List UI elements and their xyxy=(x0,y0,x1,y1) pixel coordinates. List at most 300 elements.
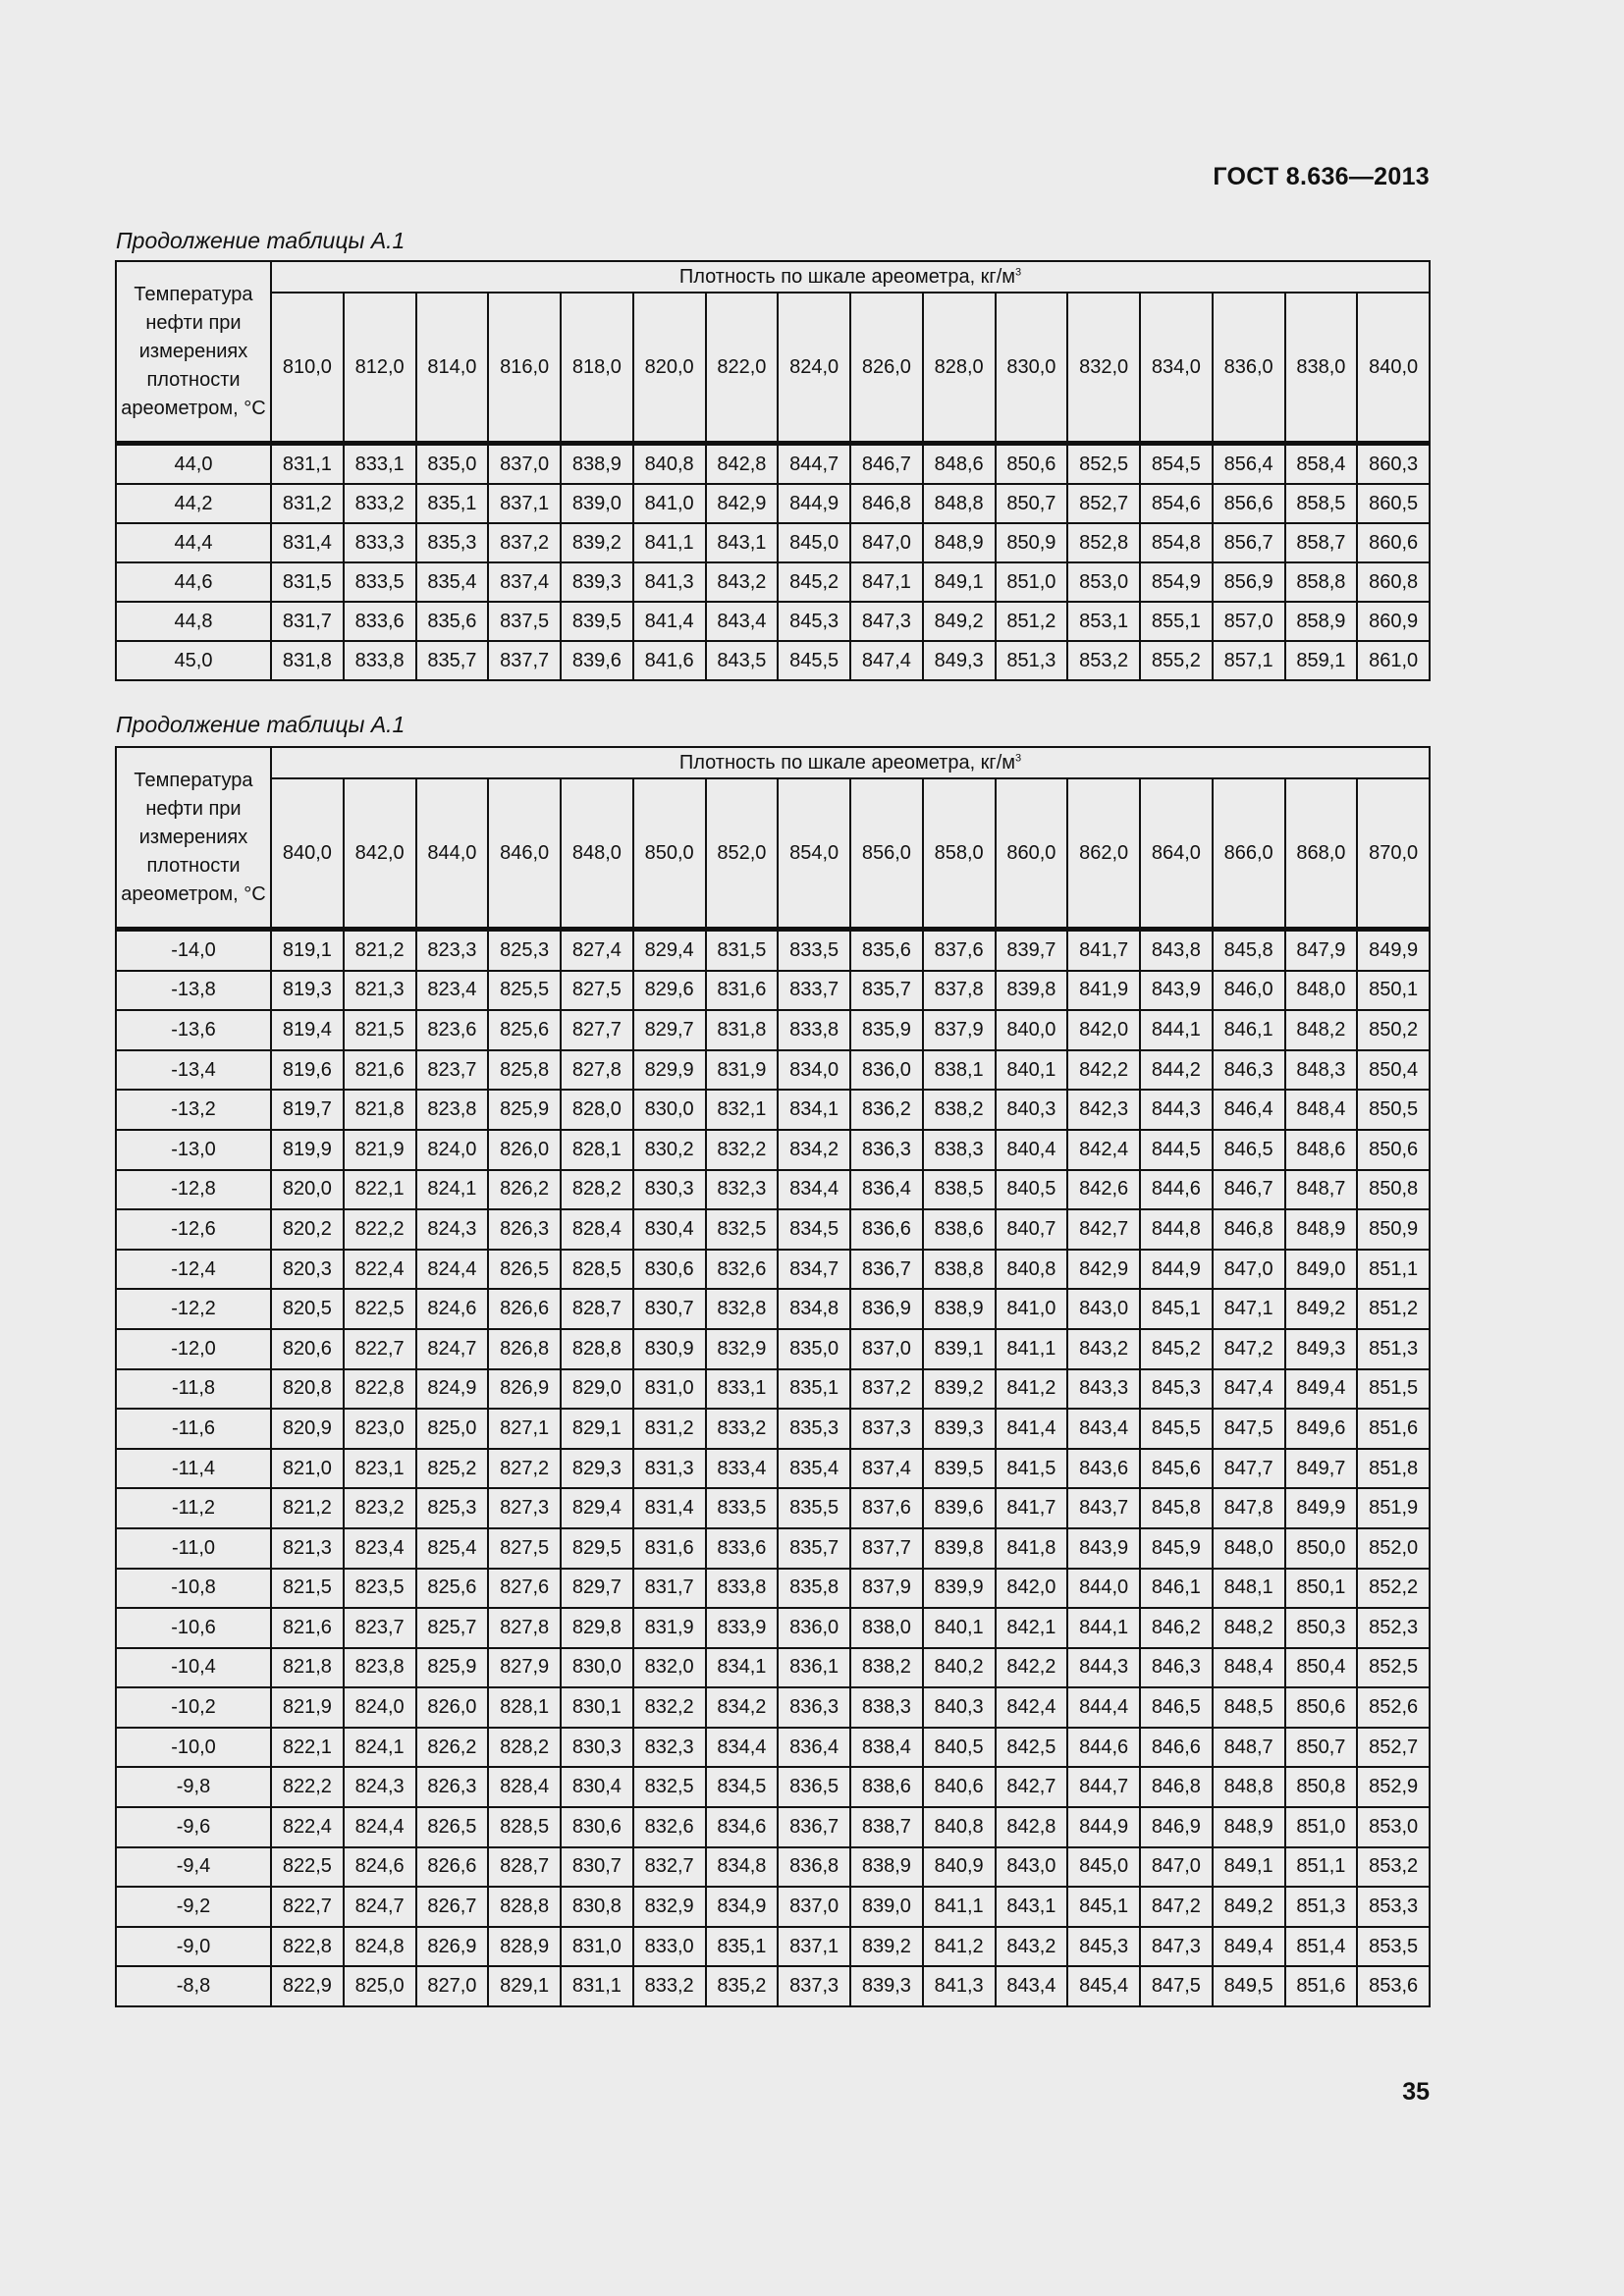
table-row xyxy=(116,1767,1430,1807)
density-cell: 829,9 xyxy=(633,1050,706,1091)
density-cell: 860,6 xyxy=(1357,523,1430,562)
temperature-cell: -10,8 xyxy=(116,1569,271,1609)
table-row xyxy=(116,1807,1430,1847)
density-cell: 836,3 xyxy=(850,1130,923,1170)
density-cell: 832,9 xyxy=(706,1329,779,1369)
table-row xyxy=(116,1289,1430,1329)
density-cell: 850,9 xyxy=(996,523,1068,562)
density-cell: 837,9 xyxy=(923,1010,996,1050)
density-cell: 833,6 xyxy=(344,602,416,641)
density-cell: 848,4 xyxy=(1213,1648,1285,1688)
density-column-header: 812,0 xyxy=(344,293,416,444)
density-cell: 831,7 xyxy=(633,1569,706,1609)
density-cell: 840,5 xyxy=(923,1728,996,1768)
density-cell: 832,3 xyxy=(706,1170,779,1210)
density-cell: 835,5 xyxy=(778,1488,850,1528)
density-cell: 820,6 xyxy=(271,1329,344,1369)
density-cell: 858,7 xyxy=(1285,523,1358,562)
temperature-cell: -9,6 xyxy=(116,1807,271,1847)
density-cell: 839,0 xyxy=(850,1887,923,1927)
density-cell: 825,2 xyxy=(416,1449,489,1489)
density-column-header: 844,0 xyxy=(416,778,489,930)
density-cell: 827,3 xyxy=(488,1488,561,1528)
density-cell: 836,4 xyxy=(850,1170,923,1210)
density-cell: 825,3 xyxy=(416,1488,489,1528)
density-cell: 831,3 xyxy=(633,1449,706,1489)
density-cell: 825,8 xyxy=(488,1050,561,1091)
density-cell: 850,5 xyxy=(1357,1090,1430,1130)
density-cell: 825,0 xyxy=(344,1966,416,2006)
density-cell: 841,7 xyxy=(1067,930,1140,971)
density-cell: 849,5 xyxy=(1213,1966,1285,2006)
density-cell: 848,7 xyxy=(1213,1728,1285,1768)
temperature-cell: -8,8 xyxy=(116,1966,271,2006)
density-cell: 845,1 xyxy=(1067,1887,1140,1927)
density-cell: 834,9 xyxy=(706,1887,779,1927)
density-cell: 847,1 xyxy=(850,562,923,602)
density-cell: 835,7 xyxy=(850,971,923,1011)
density-cell: 824,1 xyxy=(344,1728,416,1768)
temperature-cell: -11,0 xyxy=(116,1528,271,1569)
density-cell: 826,6 xyxy=(416,1847,489,1888)
table-header xyxy=(116,261,1430,444)
density-cell: 836,0 xyxy=(778,1608,850,1648)
density-cell: 827,1 xyxy=(488,1409,561,1449)
density-cell: 842,2 xyxy=(996,1648,1068,1688)
density-cell: 841,1 xyxy=(996,1329,1068,1369)
density-cell: 838,5 xyxy=(923,1170,996,1210)
density-cell: 823,4 xyxy=(416,971,489,1011)
density-cell: 842,3 xyxy=(1067,1090,1140,1130)
density-cell: 846,8 xyxy=(1140,1767,1213,1807)
density-cell: 845,3 xyxy=(778,602,850,641)
density-cell: 854,5 xyxy=(1140,444,1213,485)
temperature-cell: -12,8 xyxy=(116,1170,271,1210)
density-cell: 853,2 xyxy=(1357,1847,1430,1888)
density-cell: 848,1 xyxy=(1213,1569,1285,1609)
density-cell: 836,0 xyxy=(850,1050,923,1091)
density-cell: 835,6 xyxy=(850,930,923,971)
density-cell: 824,4 xyxy=(416,1250,489,1290)
temperature-cell: 44,8 xyxy=(116,602,271,641)
table-row xyxy=(116,1608,1430,1648)
density-cell: 845,3 xyxy=(1067,1927,1140,1967)
density-cell: 840,2 xyxy=(923,1648,996,1688)
density-cell: 838,8 xyxy=(923,1250,996,1290)
density-cell: 843,3 xyxy=(1067,1369,1140,1410)
density-cell: 840,8 xyxy=(633,444,706,485)
temperature-cell: -9,0 xyxy=(116,1927,271,1967)
density-cell: 822,4 xyxy=(344,1250,416,1290)
temperature-column-header: Температура нефти при измерениях плотности ареометром, °С xyxy=(116,261,271,444)
density-cell: 841,1 xyxy=(633,523,706,562)
density-cell: 829,1 xyxy=(488,1966,561,2006)
density-cell: 853,3 xyxy=(1357,1887,1430,1927)
density-cell: 836,6 xyxy=(850,1209,923,1250)
density-cell: 851,3 xyxy=(996,641,1068,680)
density-cell: 852,9 xyxy=(1357,1767,1430,1807)
density-cell: 850,1 xyxy=(1285,1569,1358,1609)
density-cell: 830,4 xyxy=(561,1767,633,1807)
density-cell: 823,7 xyxy=(416,1050,489,1091)
density-cell: 850,6 xyxy=(996,444,1068,485)
density-cell: 834,1 xyxy=(706,1648,779,1688)
density-cell: 840,8 xyxy=(923,1807,996,1847)
density-cell: 827,8 xyxy=(488,1608,561,1648)
density-cell: 839,3 xyxy=(850,1966,923,2006)
density-cell: 848,8 xyxy=(923,484,996,523)
density-cell: 860,8 xyxy=(1357,562,1430,602)
density-cell: 858,8 xyxy=(1285,562,1358,602)
density-cell: 836,3 xyxy=(778,1687,850,1728)
density-cell: 840,1 xyxy=(923,1608,996,1648)
density-cell: 821,5 xyxy=(344,1010,416,1050)
density-cell: 829,5 xyxy=(561,1528,633,1569)
density-cell: 833,7 xyxy=(778,971,850,1011)
table-row xyxy=(116,1687,1430,1728)
density-cell: 820,2 xyxy=(271,1209,344,1250)
density-cell: 821,6 xyxy=(344,1050,416,1091)
temperature-cell: -12,6 xyxy=(116,1209,271,1250)
density-cell: 828,7 xyxy=(561,1289,633,1329)
density-cell: 824,8 xyxy=(344,1927,416,1967)
density-cell: 825,6 xyxy=(488,1010,561,1050)
density-cell: 835,4 xyxy=(416,562,489,602)
density-cell: 847,8 xyxy=(1213,1488,1285,1528)
density-cell: 849,4 xyxy=(1213,1927,1285,1967)
density-column-header: 816,0 xyxy=(488,293,561,444)
density-column-header: 832,0 xyxy=(1067,293,1140,444)
density-cell: 819,4 xyxy=(271,1010,344,1050)
density-cell: 821,9 xyxy=(271,1687,344,1728)
density-cell: 821,3 xyxy=(271,1528,344,1569)
density-cell: 843,0 xyxy=(996,1847,1068,1888)
density-cell: 846,9 xyxy=(1140,1807,1213,1847)
density-cell: 834,2 xyxy=(778,1130,850,1170)
density-column-header: 834,0 xyxy=(1140,293,1213,444)
density-cell: 833,2 xyxy=(344,484,416,523)
density-cell: 839,5 xyxy=(561,602,633,641)
density-column-header: 866,0 xyxy=(1213,778,1285,930)
density-cell: 820,3 xyxy=(271,1250,344,1290)
table-row xyxy=(116,1209,1430,1250)
temperature-cell: -12,2 xyxy=(116,1289,271,1329)
density-cell: 829,7 xyxy=(561,1569,633,1609)
density-cell: 836,8 xyxy=(778,1847,850,1888)
density-cell: 846,4 xyxy=(1213,1090,1285,1130)
density-cell: 843,1 xyxy=(996,1887,1068,1927)
density-cell: 823,8 xyxy=(416,1090,489,1130)
density-cell: 853,5 xyxy=(1357,1927,1430,1967)
density-cell: 832,6 xyxy=(633,1807,706,1847)
density-cell: 835,2 xyxy=(706,1966,779,2006)
density-cell: 834,2 xyxy=(706,1687,779,1728)
density-cell: 839,1 xyxy=(923,1329,996,1369)
density-cell: 843,6 xyxy=(1067,1449,1140,1489)
density-cell: 833,1 xyxy=(344,444,416,485)
density-cell: 826,0 xyxy=(488,1130,561,1170)
density-cell: 844,6 xyxy=(1067,1728,1140,1768)
density-cell: 843,4 xyxy=(996,1966,1068,2006)
density-cell: 825,5 xyxy=(488,971,561,1011)
table-row xyxy=(116,444,1430,485)
density-column-header: 822,0 xyxy=(706,293,779,444)
density-cell: 848,0 xyxy=(1285,971,1358,1011)
density-cell: 849,6 xyxy=(1285,1409,1358,1449)
density-column-header: 852,0 xyxy=(706,778,779,930)
density-cell: 837,0 xyxy=(488,444,561,485)
density-cell: 848,9 xyxy=(923,523,996,562)
density-cell: 848,2 xyxy=(1285,1010,1358,1050)
density-cell: 835,8 xyxy=(778,1569,850,1609)
density-cell: 825,6 xyxy=(416,1569,489,1609)
density-cell: 852,7 xyxy=(1067,484,1140,523)
temperature-cell: 44,2 xyxy=(116,484,271,523)
density-cell: 846,3 xyxy=(1213,1050,1285,1091)
density-cell: 824,0 xyxy=(344,1687,416,1728)
density-cell: 853,1 xyxy=(1067,602,1140,641)
density-cell: 849,9 xyxy=(1285,1488,1358,1528)
density-cell: 850,4 xyxy=(1357,1050,1430,1091)
density-cell: 847,5 xyxy=(1140,1966,1213,2006)
density-cell: 832,9 xyxy=(633,1887,706,1927)
density-cell: 831,4 xyxy=(271,523,344,562)
density-cell: 821,0 xyxy=(271,1449,344,1489)
density-cell: 844,6 xyxy=(1140,1170,1213,1210)
density-cell: 824,9 xyxy=(416,1369,489,1410)
density-cell: 854,6 xyxy=(1140,484,1213,523)
density-cell: 847,2 xyxy=(1140,1887,1213,1927)
density-cell: 850,0 xyxy=(1285,1528,1358,1569)
density-values-row xyxy=(116,778,1430,930)
density-cell: 841,4 xyxy=(633,602,706,641)
density-column-header: 818,0 xyxy=(561,293,633,444)
density-cell: 834,7 xyxy=(778,1250,850,1290)
density-cell: 839,3 xyxy=(923,1409,996,1449)
density-cell: 821,6 xyxy=(271,1608,344,1648)
density-cell: 841,8 xyxy=(996,1528,1068,1569)
density-cell: 850,1 xyxy=(1357,971,1430,1011)
table-caption: Продолжение таблицы А.1 xyxy=(116,712,406,737)
density-cell: 850,6 xyxy=(1285,1687,1358,1728)
density-cell: 831,5 xyxy=(271,562,344,602)
density-cell: 845,4 xyxy=(1067,1966,1140,2006)
density-cell: 849,1 xyxy=(1213,1847,1285,1888)
density-cell: 822,8 xyxy=(271,1927,344,1967)
density-cell: 839,3 xyxy=(561,562,633,602)
temperature-cell: -10,2 xyxy=(116,1687,271,1728)
table-caption: Продолжение таблицы А.1 xyxy=(116,228,406,253)
density-cell: 835,0 xyxy=(778,1329,850,1369)
density-cell: 848,6 xyxy=(1285,1130,1358,1170)
density-cell: 835,3 xyxy=(416,523,489,562)
density-cell: 850,7 xyxy=(996,484,1068,523)
density-cell: 826,9 xyxy=(488,1369,561,1410)
density-cell: 828,0 xyxy=(561,1090,633,1130)
density-cell: 847,4 xyxy=(1213,1369,1285,1410)
density-column-header: 860,0 xyxy=(996,778,1068,930)
density-cell: 832,2 xyxy=(633,1687,706,1728)
density-cell: 837,2 xyxy=(488,523,561,562)
temperature-cell: -11,4 xyxy=(116,1449,271,1489)
density-column-header: 870,0 xyxy=(1357,778,1430,930)
density-cell: 829,4 xyxy=(633,930,706,971)
density-cell: 822,1 xyxy=(344,1170,416,1210)
density-cell: 841,5 xyxy=(996,1449,1068,1489)
table-row xyxy=(116,1728,1430,1768)
temperature-cell: -12,0 xyxy=(116,1329,271,1369)
density-cell: 844,2 xyxy=(1140,1050,1213,1091)
density-cell: 831,4 xyxy=(633,1488,706,1528)
density-cell: 839,5 xyxy=(923,1449,996,1489)
density-cell: 847,9 xyxy=(1285,930,1358,971)
density-cell: 823,0 xyxy=(344,1409,416,1449)
density-cell: 842,6 xyxy=(1067,1170,1140,1210)
density-cell: 828,8 xyxy=(488,1887,561,1927)
density-cell: 850,7 xyxy=(1285,1728,1358,1768)
density-cell: 860,5 xyxy=(1357,484,1430,523)
density-cell: 831,6 xyxy=(633,1528,706,1569)
density-cell: 856,7 xyxy=(1213,523,1285,562)
density-cell: 852,8 xyxy=(1067,523,1140,562)
density-cell: 849,0 xyxy=(1285,1250,1358,1290)
density-cell: 856,9 xyxy=(1213,562,1285,602)
density-cell: 842,7 xyxy=(996,1767,1068,1807)
density-cell: 850,2 xyxy=(1357,1010,1430,1050)
density-cell: 832,5 xyxy=(706,1209,779,1250)
density-cell: 834,8 xyxy=(778,1289,850,1329)
density-cell: 831,9 xyxy=(706,1050,779,1091)
density-cell: 856,4 xyxy=(1213,444,1285,485)
density-cell: 830,2 xyxy=(633,1130,706,1170)
density-cell: 819,9 xyxy=(271,1130,344,1170)
density-column-header: 846,0 xyxy=(488,778,561,930)
table-row xyxy=(116,1927,1430,1967)
density-cell: 822,9 xyxy=(271,1966,344,2006)
temperature-column-header: Температура нефти при измерениях плотности ареометром, °С xyxy=(116,747,271,930)
density-cell: 826,2 xyxy=(416,1728,489,1768)
density-column-header: 836,0 xyxy=(1213,293,1285,444)
density-cell: 832,0 xyxy=(633,1648,706,1688)
density-header-text: Плотность по шкале ареометра, кг/м xyxy=(678,265,1016,288)
temperature-cell: -11,2 xyxy=(116,1488,271,1528)
density-cell: 837,8 xyxy=(923,971,996,1011)
density-cell: 827,8 xyxy=(561,1050,633,1091)
density-cell: 824,1 xyxy=(416,1170,489,1210)
density-cell: 839,0 xyxy=(561,484,633,523)
density-cell: 833,3 xyxy=(344,523,416,562)
density-cell: 831,0 xyxy=(633,1369,706,1410)
density-cell: 828,2 xyxy=(488,1728,561,1768)
density-cell: 838,3 xyxy=(923,1130,996,1170)
density-cell: 849,2 xyxy=(1285,1289,1358,1329)
density-cell: 842,0 xyxy=(1067,1010,1140,1050)
density-cell: 838,9 xyxy=(923,1289,996,1329)
density-cell: 848,4 xyxy=(1285,1090,1358,1130)
table-row xyxy=(116,1847,1430,1888)
density-cell: 823,7 xyxy=(344,1608,416,1648)
density-cell: 829,3 xyxy=(561,1449,633,1489)
density-cell: 841,3 xyxy=(633,562,706,602)
density-cell: 821,2 xyxy=(271,1488,344,1528)
density-cell: 830,3 xyxy=(561,1728,633,1768)
density-cell: 823,8 xyxy=(344,1648,416,1688)
density-cell: 840,0 xyxy=(996,1010,1068,1050)
table-row xyxy=(116,1449,1430,1489)
density-cell: 827,9 xyxy=(488,1648,561,1688)
density-cell: 841,6 xyxy=(633,641,706,680)
density-cell: 828,1 xyxy=(561,1130,633,1170)
density-cell: 838,9 xyxy=(561,444,633,485)
density-cell: 851,1 xyxy=(1357,1250,1430,1290)
density-cell: 843,8 xyxy=(1140,930,1213,971)
temperature-cell: -9,4 xyxy=(116,1847,271,1888)
density-cell: 838,6 xyxy=(923,1209,996,1250)
density-cell: 848,5 xyxy=(1213,1687,1285,1728)
density-cell: 831,1 xyxy=(271,444,344,485)
density-cell: 839,8 xyxy=(923,1528,996,1569)
density-cell: 829,8 xyxy=(561,1608,633,1648)
density-cell: 823,1 xyxy=(344,1449,416,1489)
table-row xyxy=(116,602,1430,641)
density-column-group-header xyxy=(271,747,1430,778)
density-cell: 831,2 xyxy=(633,1409,706,1449)
density-cell: 826,0 xyxy=(416,1687,489,1728)
density-cell: 842,4 xyxy=(996,1687,1068,1728)
density-cell: 831,7 xyxy=(271,602,344,641)
density-cell: 838,2 xyxy=(850,1648,923,1688)
density-cell: 851,6 xyxy=(1357,1409,1430,1449)
density-cell: 847,0 xyxy=(850,523,923,562)
density-cell: 846,0 xyxy=(1213,971,1285,1011)
density-cell: 821,2 xyxy=(344,930,416,971)
density-cell: 842,7 xyxy=(1067,1209,1140,1250)
density-cell: 845,9 xyxy=(1140,1528,1213,1569)
density-column-header: 848,0 xyxy=(561,778,633,930)
density-header-text: Плотность по шкале ареометра, кг/м xyxy=(678,751,1016,774)
density-cell: 841,0 xyxy=(633,484,706,523)
temperature-cell: 44,4 xyxy=(116,523,271,562)
density-cell: 834,5 xyxy=(706,1767,779,1807)
density-cell: 831,5 xyxy=(706,930,779,971)
density-cell: 857,1 xyxy=(1213,641,1285,680)
density-cell: 833,5 xyxy=(778,930,850,971)
density-cell: 840,8 xyxy=(996,1250,1068,1290)
density-cell: 824,7 xyxy=(416,1329,489,1369)
density-cell: 824,4 xyxy=(344,1807,416,1847)
density-values-row xyxy=(116,293,1430,444)
density-cell: 848,2 xyxy=(1213,1608,1285,1648)
density-cell: 830,4 xyxy=(633,1209,706,1250)
density-cell: 843,2 xyxy=(996,1927,1068,1967)
density-cell: 850,6 xyxy=(1357,1130,1430,1170)
density-cell: 843,5 xyxy=(706,641,779,680)
density-cell: 835,1 xyxy=(416,484,489,523)
density-cell: 848,8 xyxy=(1213,1767,1285,1807)
density-cell: 827,6 xyxy=(488,1569,561,1609)
density-cell: 841,0 xyxy=(996,1289,1068,1329)
density-cell: 830,9 xyxy=(633,1329,706,1369)
density-cell: 833,2 xyxy=(706,1409,779,1449)
density-cell: 831,6 xyxy=(706,971,779,1011)
density-cell: 852,3 xyxy=(1357,1608,1430,1648)
density-cell: 849,2 xyxy=(1213,1887,1285,1927)
density-cell: 827,4 xyxy=(561,930,633,971)
density-cell: 822,7 xyxy=(344,1329,416,1369)
density-cell: 836,4 xyxy=(778,1728,850,1768)
density-cell: 849,7 xyxy=(1285,1449,1358,1489)
density-cell: 842,9 xyxy=(1067,1250,1140,1290)
